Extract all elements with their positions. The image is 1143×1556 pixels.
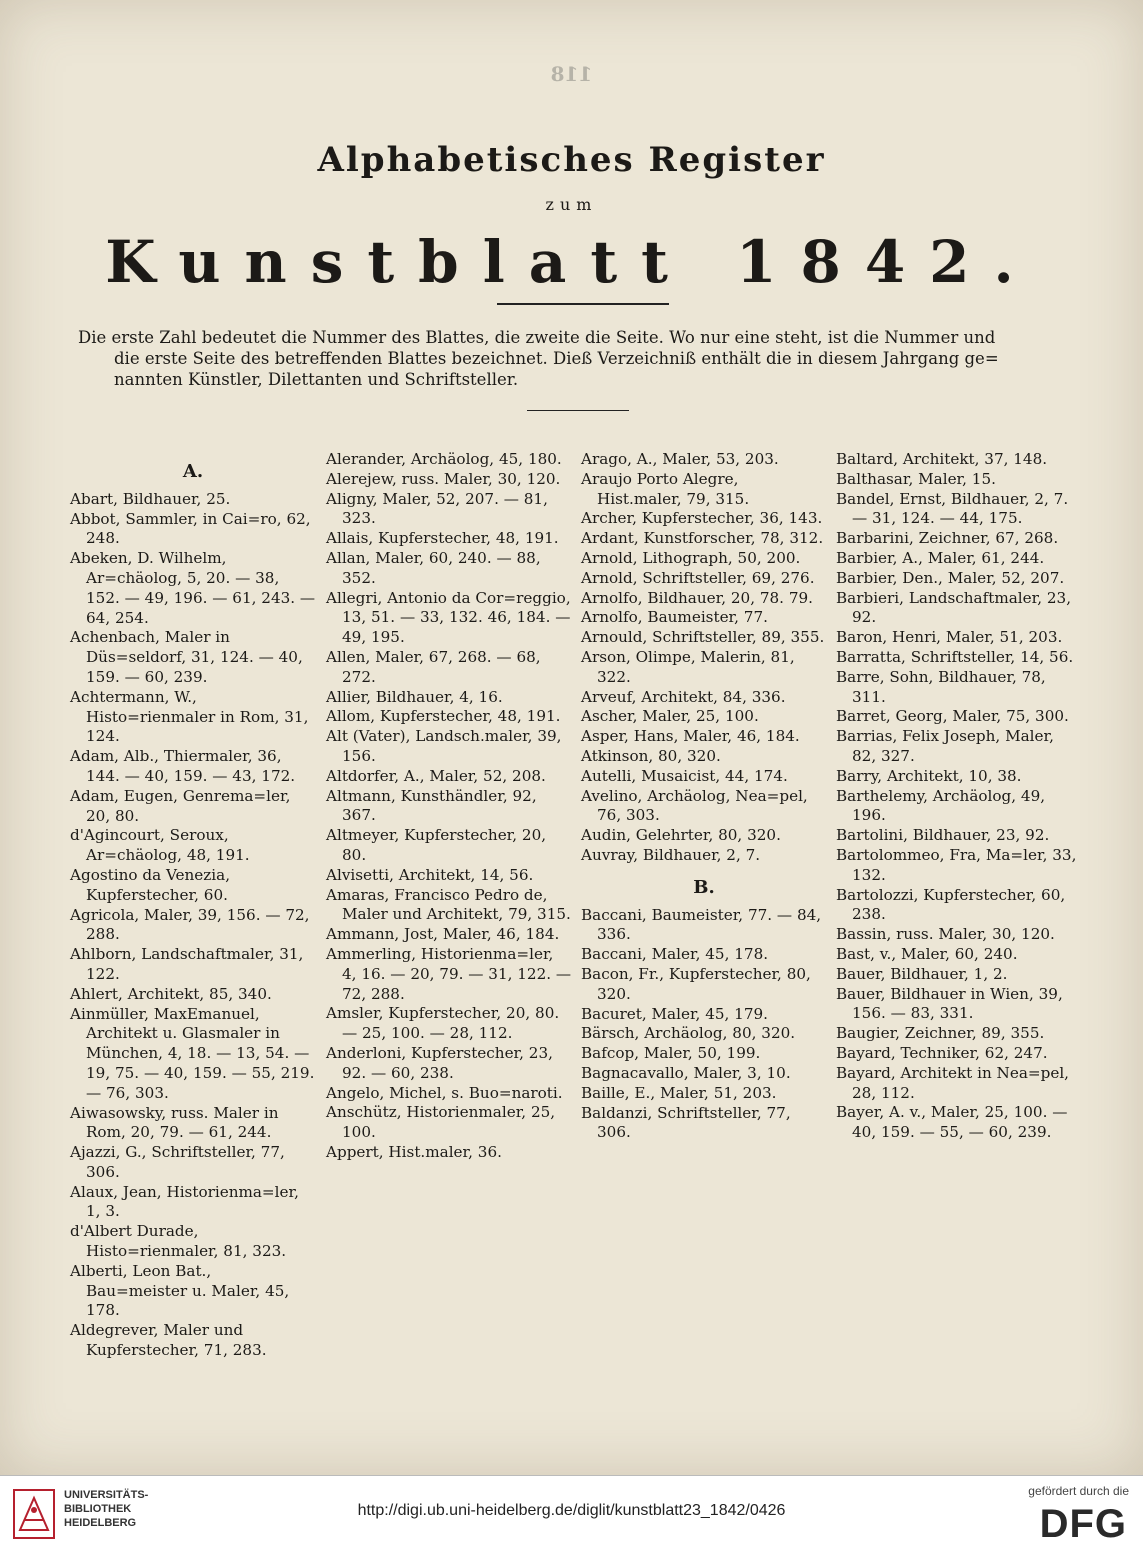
index-entry: Baccani, Maler, 45, 178. bbox=[581, 945, 769, 964]
index-column-3 bbox=[581, 450, 827, 1143]
index-entry: Barret, Georg, Maler, 75, 300. bbox=[836, 707, 1069, 726]
index-entry: Alvisetti, Architekt, 14, 56. bbox=[326, 865, 534, 884]
index-entry: Allier, Bildhauer, 4, 16. bbox=[326, 687, 503, 706]
section-letter-b: B. bbox=[693, 876, 715, 898]
index-entry: Anschütz, Historienmaler, 25, 100. bbox=[326, 1103, 556, 1142]
index-entry: Bast, v., Maler, 60, 240. bbox=[836, 944, 1018, 963]
index-entry: Atkinson, 80, 320. bbox=[581, 746, 721, 765]
index-entry: Arago, A., Maler, 53, 203. bbox=[581, 450, 779, 468]
index-entry: Agricola, Maler, 39, 156. — 72, 288. bbox=[70, 905, 310, 944]
index-entry: Bärsch, Archäolog, 80, 320. bbox=[581, 1024, 796, 1043]
intro-line: die erste Seite des betreffenden Blattes bezeichnet. Dieß Verzeichniß enthält die in diesem Jahrgang ge= bbox=[114, 349, 999, 368]
page-number: 118 bbox=[550, 62, 593, 86]
index-entry: Altdorfer, A., Maler, 52, 208. bbox=[326, 766, 546, 785]
index-entry: Arson, Olimpe, Malerin, 81, 322. bbox=[581, 647, 795, 686]
entry-list bbox=[581, 906, 827, 1144]
entry-list bbox=[836, 450, 1082, 1143]
index-entry: Archer, Kupferstecher, 36, 143. bbox=[581, 509, 823, 528]
index-entry: Alerander, Archäolog, 45, 180. bbox=[326, 450, 562, 468]
funding-label: gefördert durch die bbox=[1028, 1484, 1129, 1498]
index-entry: Amaras, Francisco Pedro de, Maler und Architekt, 79, 315. bbox=[326, 885, 571, 924]
index-entry: Arnold, Schriftsteller, 69, 276. bbox=[581, 568, 815, 587]
index-entry: Barbier, A., Maler, 61, 244. bbox=[836, 548, 1045, 567]
index-entry: Bacuret, Maler, 45, 179. bbox=[581, 1004, 769, 1023]
index-entry: Ammann, Jost, Maler, 46, 184. bbox=[326, 925, 560, 944]
index-entry: Allegri, Antonio da Cor=reggio, 13, 51. — 33, 132. 46, 184. — 49, 195. bbox=[326, 588, 571, 647]
university-name-line: UNIVERSITÄTS- bbox=[64, 1489, 149, 1501]
index-entry: Asper, Hans, Maler, 46, 184. bbox=[581, 727, 800, 746]
index-entry: d'Albert Durade, Histo=rienmaler, 81, 323. bbox=[70, 1222, 287, 1261]
section-letter-a: A. bbox=[182, 461, 204, 482]
index-entry: Bagnacavallo, Maler, 3, 10. bbox=[581, 1063, 791, 1082]
index-entry: Alerejew, russ. Maler, 30, 120. bbox=[326, 469, 561, 488]
index-entry: Baugier, Zeichner, 89, 355. bbox=[836, 1024, 1045, 1043]
index-entry: Bayer, A. v., Maler, 25, 100. — 40, 159. — 55, — 60, 239. bbox=[836, 1103, 1068, 1142]
index-entry: Araujo Porto Alegre, Hist.maler, 79, 315. bbox=[581, 469, 750, 508]
intro-line: Die erste Zahl bedeutet die Nummer des Blattes, die zweite die Seite. Wo nur eine steht, ist die Nummer und bbox=[78, 328, 996, 347]
main-heading: Kunstblatt 1842. bbox=[105, 228, 1038, 296]
title-rule bbox=[497, 303, 669, 305]
index-entry: Bandel, Ernst, Bildhauer, 2, 7. — 31, 124. — 44, 175. bbox=[836, 489, 1069, 528]
register-title: Alphabetisches Register bbox=[317, 140, 826, 180]
index-entry: Baldanzi, Schriftsteller, 77, 306. bbox=[581, 1103, 791, 1142]
index-entry: Bauer, Bildhauer, 1, 2. bbox=[836, 964, 1008, 983]
index-entry: Aldegrever, Maler und Kupferstecher, 71, 283. bbox=[70, 1321, 267, 1360]
index-entry: Ahlert, Architekt, 85, 340. bbox=[70, 984, 272, 1003]
register-subtitle: zum bbox=[545, 195, 598, 214]
entry-list bbox=[326, 450, 572, 1163]
index-entry: Ammerling, Historienma=ler, 4, 16. — 20, 79. — 31, 122. — 72, 288. bbox=[326, 944, 572, 1003]
index-entry: Barbarini, Zeichner, 67, 268. bbox=[836, 529, 1059, 548]
index-entry: Allen, Maler, 67, 268. — 68, 272. bbox=[326, 647, 541, 686]
entry-list bbox=[70, 490, 316, 1361]
index-entry: Altmeyer, Kupferstecher, 20, 80. bbox=[326, 826, 547, 864]
index-entry: Barbieri, Landschaftmaler, 23, 92. bbox=[836, 588, 1072, 627]
index-entry: Ardant, Kunstforscher, 78, 312. bbox=[581, 529, 824, 548]
index-entry: Angelo, Michel, s. Buo=naroti. bbox=[326, 1083, 563, 1102]
index-entry: Ahlborn, Landschaftmaler, 31, 122. bbox=[70, 945, 304, 983]
index-entry: Alaux, Jean, Historienma=ler, 1, 3. bbox=[70, 1182, 299, 1221]
index-entry: Ajazzi, G., Schriftsteller, 77, 306. bbox=[70, 1143, 285, 1181]
index-entry: Arnold, Lithograph, 50, 200. bbox=[581, 548, 801, 567]
index-entry: Alt (Vater), Landsch.maler, 39, 156. bbox=[326, 727, 562, 765]
index-entry: Amsler, Kupferstecher, 20, 80. — 25, 100. — 28, 112. bbox=[326, 1004, 560, 1043]
index-entry: Agostino da Venezia, Kupferstecher, 60. bbox=[70, 865, 231, 904]
viewer-footer bbox=[0, 1475, 1143, 1556]
index-entry: Abart, Bildhauer, 25. bbox=[70, 489, 231, 508]
index-entry: Autelli, Musaicist, 44, 174. bbox=[581, 766, 788, 785]
index-entry: Alberti, Leon Bat., Bau=meister u. Maler, 45, 178. bbox=[70, 1261, 290, 1320]
index-entry: Barbier, Den., Maler, 52, 207. bbox=[836, 568, 1065, 587]
index-entry: Bacon, Fr., Kupferstecher, 80, 320. bbox=[581, 964, 811, 1003]
index-entry: Baille, E., Maler, 51, 203. bbox=[581, 1083, 777, 1102]
index-entry: Barthelemy, Archäolog, 49, 196. bbox=[836, 786, 1046, 825]
index-entry: Allan, Maler, 60, 240. — 88, 352. bbox=[326, 548, 541, 587]
index-entry: Bayard, Architekt in Nea=pel, 28, 112. bbox=[836, 1063, 1070, 1102]
intro-paragraph bbox=[78, 327, 1072, 390]
university-name-line: HEIDELBERG bbox=[64, 1517, 137, 1529]
index-entry: Arveuf, Architekt, 84, 336. bbox=[581, 687, 786, 706]
index-entry: Ascher, Maler, 25, 100. bbox=[581, 707, 759, 726]
source-url-link[interactable]: http://digi.ub.uni-heidelberg.de/diglit/kunstblatt23_1842/0426 bbox=[357, 1502, 786, 1519]
index-entry: Aligny, Maler, 52, 207. — 81, 323. bbox=[326, 489, 548, 528]
index-entry: Bartolini, Bildhauer, 23, 92. bbox=[836, 826, 1050, 845]
index-entry: Abbot, Sammler, in Cai=ro, 62, 248. bbox=[70, 509, 311, 548]
intro-line: nannten Künstler, Dilettanten und Schriftsteller. bbox=[114, 370, 519, 389]
index-entry: Allais, Kupferstecher, 48, 191. bbox=[326, 529, 559, 548]
index-entry: Auvray, Bildhauer, 2, 7. bbox=[581, 845, 761, 864]
index-entry: Arnolfo, Bildhauer, 20, 78. 79. bbox=[581, 588, 813, 607]
index-entry: Altmann, Kunsthändler, 92, 367. bbox=[326, 786, 537, 825]
index-entry: Baccani, Baumeister, 77. — 84, 336. bbox=[581, 905, 822, 944]
index-entry: Achenbach, Maler in Düs=seldorf, 31, 124. — 40, 159. — 60, 239. bbox=[70, 628, 303, 686]
index-column-2 bbox=[326, 450, 572, 1163]
index-entry: Audin, Gelehrter, 80, 320. bbox=[581, 826, 781, 845]
index-entry: Arnolfo, Baumeister, 77. bbox=[581, 608, 768, 627]
index-entry: d'Agincourt, Seroux, Ar=chäolog, 48, 191. bbox=[70, 826, 250, 865]
intro-rule bbox=[527, 410, 629, 411]
index-entry: Bafcop, Maler, 50, 199. bbox=[581, 1044, 761, 1063]
index-entry: Bartolozzi, Kupferstecher, 60, 238. bbox=[836, 885, 1066, 924]
index-entry: Allom, Kupferstecher, 48, 191. bbox=[326, 707, 561, 726]
index-entry: Ainmüller, MaxEmanuel, Architekt u. Glasmaler in München, 4, 18. — 13, 54. — 19, 75. — 40, 159. — 55, 219. — 76, 303. bbox=[70, 1004, 315, 1102]
index-entry: Adam, Alb., Thiermaler, 36, 144. — 40, 159. — 43, 172. bbox=[70, 747, 296, 785]
index-column-4 bbox=[836, 450, 1082, 1143]
index-entry: Barry, Architekt, 10, 38. bbox=[836, 766, 1022, 785]
index-entry: Abeken, D. Wilhelm, Ar=chäolog, 5, 20. — 38, 152. — 49, 196. — 61, 243. — 64, 254. bbox=[70, 549, 316, 627]
index-entry: Barrias, Felix Joseph, Maler, 82, 327. bbox=[836, 727, 1054, 765]
index-entry: Barratta, Schriftsteller, 14, 56. bbox=[836, 647, 1074, 666]
university-name-line: BIBLIOTHEK bbox=[64, 1503, 132, 1515]
index-column-1 bbox=[70, 450, 316, 1361]
dfg-logo[interactable]: DFG bbox=[1039, 1502, 1127, 1546]
index-entry: Barre, Sohn, Bildhauer, 78, 311. bbox=[836, 667, 1046, 706]
index-entry: Appert, Hist.maler, 36. bbox=[326, 1142, 502, 1161]
index-columns bbox=[70, 450, 1080, 1360]
index-entry: Aiwasowsky, russ. Maler in Rom, 20, 79. — 61, 244. bbox=[70, 1103, 279, 1142]
index-entry: Baltard, Architekt, 37, 148. bbox=[836, 450, 1048, 468]
index-entry: Achtermann, W., Histo=rienmaler in Rom, 31, 124. bbox=[70, 687, 309, 746]
index-entry: Bassin, russ. Maler, 30, 120. bbox=[836, 925, 1055, 944]
index-entry: Avelino, Archäolog, Nea=pel, 76, 303. bbox=[581, 786, 808, 825]
index-entry: Adam, Eugen, Genrema=ler, 20, 80. bbox=[70, 786, 291, 825]
index-entry: Bayard, Techniker, 62, 247. bbox=[836, 1043, 1048, 1062]
index-entry: Anderloni, Kupferstecher, 23, 92. — 60, 238. bbox=[326, 1043, 553, 1082]
entry-list bbox=[581, 450, 827, 866]
index-entry: Balthasar, Maler, 15. bbox=[836, 469, 996, 488]
index-entry: Baron, Henri, Maler, 51, 203. bbox=[836, 628, 1063, 647]
index-entry: Bauer, Bildhauer in Wien, 39, 156. — 83, 331. bbox=[836, 984, 1063, 1023]
index-entry: Bartolommeo, Fra, Ma=ler, 33, 132. bbox=[836, 845, 1077, 884]
index-entry: Arnould, Schriftsteller, 89, 355. bbox=[581, 628, 825, 647]
